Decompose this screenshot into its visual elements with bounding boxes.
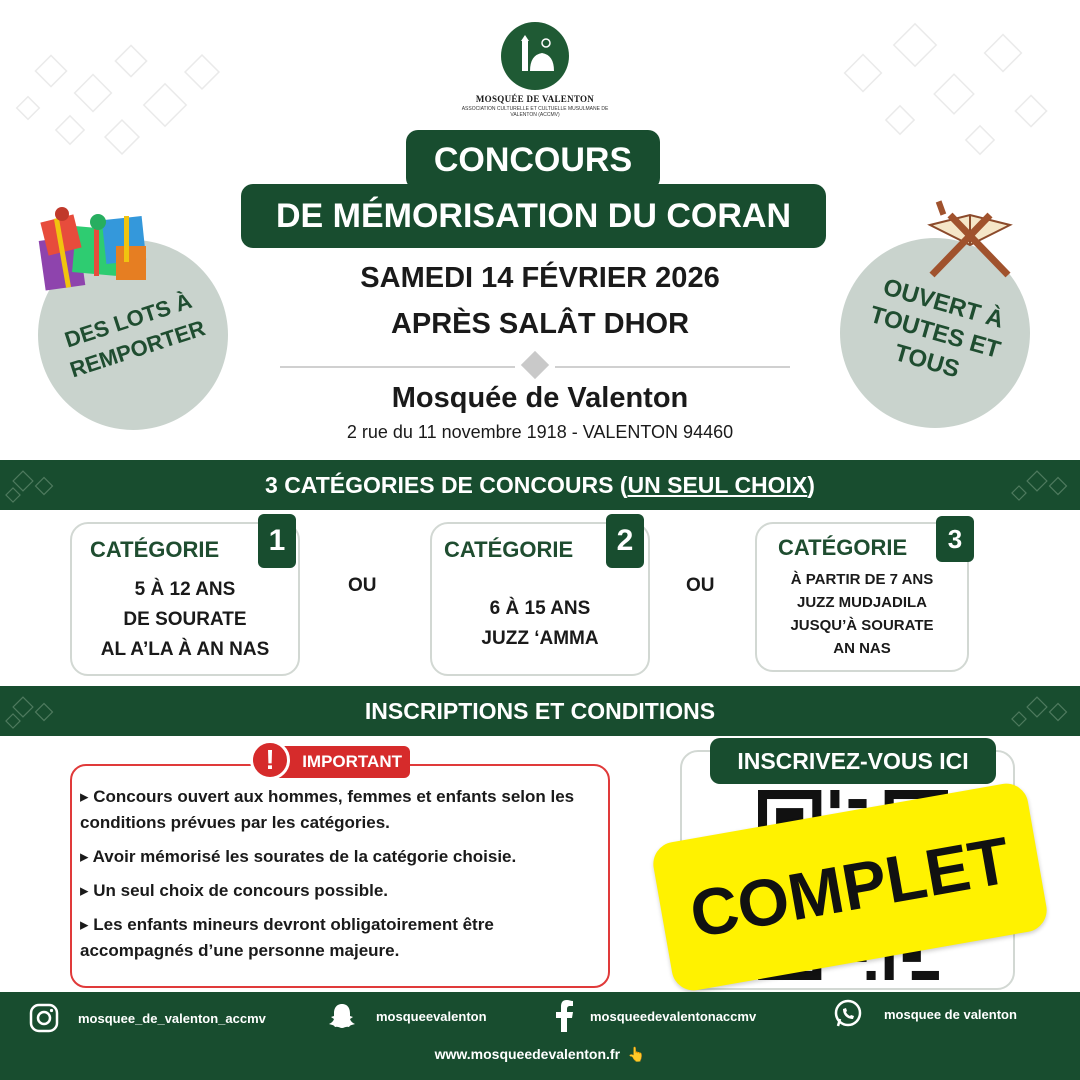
- decorative-diamonds-left: [0, 20, 240, 180]
- or-separator-2: OU: [686, 575, 715, 596]
- category-2-label: CATÉGORIE: [444, 537, 574, 562]
- category-1-line-2: DE SOURATE: [123, 609, 247, 630]
- event-date: SAMEDI 14 FÉVRIER 2026: [360, 262, 720, 294]
- category-1-details: [70, 575, 300, 665]
- categories-band: [0, 460, 1080, 510]
- facebook-handle: mosqueedevalentonaccmv: [590, 1008, 757, 1024]
- facebook-icon: [548, 1000, 580, 1032]
- conditions-band: INSCRIPTIONS ET CONDITIONS: [0, 686, 1080, 736]
- category-1-line-1: 5 À 12 ANS: [134, 579, 236, 600]
- category-3-line-4: AN NAS: [833, 640, 891, 657]
- website-url: www.mosqueedevalenton.fr: [434, 1046, 621, 1062]
- complet-stamp: COMPLET: [650, 780, 1050, 994]
- category-3-line-2: JUZZ MUDJADILA: [797, 594, 927, 611]
- title-line-1: CONCOURS: [406, 130, 660, 190]
- category-3-label: CATÉGORIE: [778, 535, 908, 560]
- condition-1: ▸ Concours ouvert aux hommes, femmes et enfants selon les conditions prévues par les catégories.: [80, 787, 575, 832]
- snapchat-link[interactable]: [326, 1000, 487, 1032]
- whatsapp-link[interactable]: [832, 998, 1017, 1030]
- condition-4: ▸ Les enfants mineurs devront obligatoirement être accompagnés d’une personne majeure.: [80, 915, 494, 960]
- pointer-hand-icon: 👆: [627, 1046, 646, 1062]
- instagram-handle: mosquee_de_valenton_accmv: [78, 1010, 266, 1026]
- venue-name: Mosquée de Valenton: [391, 382, 689, 414]
- logo-subtitle: ASSOCIATION CULTURELLE ET CULTUELLE MUSULMANE DE VALENTON (ACCMV): [461, 106, 609, 118]
- mosque-icon: [512, 33, 558, 79]
- category-2-details: [430, 594, 650, 654]
- categories-band-prefix: 3 CATÉGORIES DE CONCOURS (: [265, 471, 628, 498]
- snapchat-icon: [326, 1000, 358, 1032]
- divider-right: [555, 366, 790, 368]
- snapchat-handle: mosqueevalenton: [376, 1008, 487, 1024]
- category-2-line-2: JUZZ ‘AMMA: [481, 628, 599, 649]
- category-1-label: CATÉGORIE: [90, 537, 220, 562]
- open-to-all-text: OUVERT À TOUTES ET TOUS: [866, 273, 1007, 384]
- logo-name: MOSQUÉE DE VALENTON: [475, 94, 595, 104]
- band-pattern-left-2: [0, 684, 80, 738]
- venue-address: 2 rue du 11 novembre 1918 - VALENTON 94460: [346, 422, 734, 442]
- website-link[interactable]: [0, 1046, 1080, 1063]
- facebook-link[interactable]: [548, 1000, 756, 1032]
- divider-diamond: [521, 351, 549, 379]
- instagram-link[interactable]: [28, 1002, 266, 1034]
- band-pattern-right-2: [1000, 684, 1080, 738]
- category-1-number: 1: [258, 514, 296, 568]
- categories-band-suffix: ): [807, 471, 815, 498]
- instagram-icon: [28, 1002, 60, 1034]
- category-1-line-3: AL A’LA À AN NAS: [100, 639, 270, 660]
- quran-stand-icon: [920, 195, 1020, 285]
- band-pattern-right: [1000, 458, 1080, 512]
- category-2-line-1: 6 À 15 ANS: [489, 598, 591, 619]
- whatsapp-handle: mosquee de valenton: [884, 1006, 1017, 1022]
- important-tag: IMPORTANT: [262, 746, 410, 778]
- condition-3: ▸ Un seul choix de concours possible.: [80, 881, 388, 900]
- exclamation-icon: !: [250, 740, 290, 780]
- important-conditions-box: [70, 764, 610, 988]
- mosque-logo: [501, 22, 569, 90]
- category-3-details: [755, 568, 969, 660]
- event-time: APRÈS SALÂT DHOR: [390, 308, 690, 340]
- category-3-number: 3: [936, 516, 974, 562]
- category-3-line-3: JUSQU’À SOURATE: [790, 617, 934, 634]
- condition-2: ▸ Avoir mémorisé les sourates de la catégorie choisie.: [80, 847, 517, 866]
- title-line-2: DE MÉMORISATION DU CORAN: [241, 184, 826, 248]
- whatsapp-icon: [832, 998, 864, 1030]
- decorative-diamonds-right: [820, 10, 1060, 170]
- registration-title: INSCRIVEZ-VOUS ICI: [710, 738, 996, 784]
- prizes-badge-text: DES LOTS À REMPORTER: [61, 287, 209, 383]
- gifts-icon: [34, 198, 154, 298]
- category-3-line-1: À PARTIR DE 7 ANS: [790, 571, 934, 588]
- divider-left: [280, 366, 515, 368]
- or-separator-1: OU: [348, 575, 377, 596]
- categories-band-underlined: UN SEUL CHOIX: [627, 471, 808, 498]
- band-pattern-left: [0, 458, 80, 512]
- category-2-number: 2: [606, 514, 644, 568]
